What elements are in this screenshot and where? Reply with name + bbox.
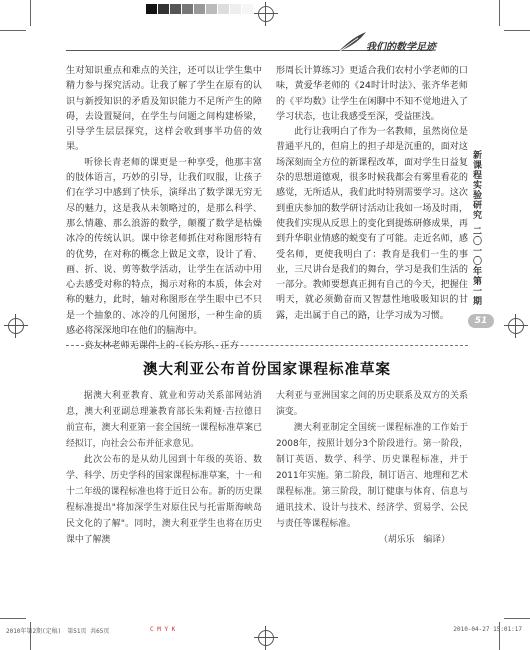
paragraph: 形周长计算练习》更适合我们农村小学老师的口味，黄爱华老师的《24时计时法》、张齐华老师的《平均数》让学生在闲聊中不知不觉地进入了学习状态，也让我感受至深，受益匪浅。 — [276, 66, 468, 122]
section-divider — [66, 345, 468, 346]
paragraph: 澳大利亚制定全国统一课程标准的工作始于2008年，按照计划分3个阶段进行。第一阶段，制订英语、数学、科学、历史课程标准，并于2011年实施。第二阶段，制订语言、地理和艺术课程标准。第三阶段，制订健康与体育、信息与通讯技术、设计与技术、经济学、贸易学、公民与责任等课程标准。 — [276, 423, 468, 529]
journal-sidebar — [470, 150, 492, 328]
crop-mark — [504, 618, 530, 619]
print-slug-left: 2010年第2期(定稿) 第51页 共65页 — [6, 628, 110, 635]
journal-name: 新课程实验研究 — [471, 150, 481, 220]
registration-mark-icon — [258, 630, 274, 646]
paragraph: 生对知识重点和难点的关注，还可以让学生集中精力参与探究活动。让我了解了学生在原有的认识与新授知识的矛盾及知识能力不足所产生的障碍，去设置疑问，在学生与问题之间构建桥梁，引导学生层层探究，这样会收到事半功倍的效果。 — [66, 66, 262, 153]
print-timestamp: 2010-04-27 15:01:17 — [453, 626, 522, 633]
paragraph: 据澳大利亚教育、就业和劳动关系部网站消息，澳大利亚副总理兼教育部长朱莉娅·吉拉德日前宣布，澳大利亚第一套全国统一课程标准草案已经拟订，向社会公布并征求意见。 — [66, 391, 262, 449]
article-title: 澳大利亚公布首份国家课程标准草案 — [143, 362, 391, 378]
paragraph: 听徐长青老师的课更是一种享受，他那丰富的肢体语言，巧妙的引导，让我们叹服，让孩子们在学习中感到了快乐，演绎出了数学课无穷无尽的魅力，这是我从未领略过的，是那么科学、那么情趣、那么浪游的数学，颠覆了数学是枯燥冰冷的传统认识。课中徐老师抓住对称图形特有的优势，在对称的概念上做足文章，设计了看、画、折、说、剪等数学活动，让学生在活动中用心去感受对称的特点，揭示对称的本质，体会对称的魅力，此时，轴对称图形在学生眼中已不只是一个抽象的、冰冷的几何图形，一种生命的质感必将深深地印在他们的脑海中。 — [66, 157, 262, 337]
page-number-badge: 51 — [468, 314, 494, 328]
cmyk-label: C M Y K — [150, 626, 176, 633]
paragraph: 大利亚与亚洲国家之间的历史联系及双方的关系演变。 — [276, 391, 468, 417]
registration-mark-icon — [508, 318, 524, 334]
quill-pen-icon — [338, 30, 368, 52]
running-header — [66, 36, 472, 56]
article-right-column — [276, 388, 468, 548]
color-calibration-bar — [146, 4, 253, 14]
crop-mark — [30, 0, 31, 26]
registration-mark-icon — [8, 318, 24, 334]
upper-left-column — [66, 64, 262, 355]
crop-mark — [504, 30, 530, 31]
crop-mark — [0, 30, 26, 31]
paragraph: 贲友林老师无课件上的《长方形、正方 — [84, 341, 239, 352]
section-title: 我们的数学足迹 — [366, 42, 436, 53]
crop-mark — [0, 618, 26, 619]
upper-right-column — [276, 64, 468, 324]
issue-label: 二〇一〇年第一期 — [471, 226, 481, 306]
article-left-column — [66, 388, 262, 548]
crop-mark — [499, 0, 500, 26]
paragraph: 此次公布的是从幼儿园到十年级的英语、数学、科学、历史学科的国家课程标准草案，十一和十二年级的课程标准也将于近日公布。新的历史课程标准提出"将加深学生对原住民与托雷斯海峡岛民文化的了解"。同时，澳大利亚学生也将在历史课中了解澳 — [66, 455, 262, 545]
registration-mark-icon — [258, 6, 274, 22]
byline: （胡乐乐 编译） — [379, 535, 450, 545]
paragraph: 此行让我明白了作为一名教师，虽然岗位是普通平凡的，但肩上的担子却是沉重的，面对这场深刻而全方位的新课程改革，面对学生日益复杂的思想道德观，很多时候我都会有雾里看花的感觉，无所适从，我们此时特别需要学习。这次到重庆参加的数学研讨活动让我如一场及时雨，使我们实现从反思上的变化到提炼研修成果，再到升华职业情感的蜕变有了可能。走近名师，感受名师，更使我明白了：教育是我们一生的事业，三尺讲台是我们的舞台，学习是我们生活的一部分。教师要想真正拥有自己的今天，把握住明天，就必须勤奋而又智慧性地吸吸知识的甘露，走出属于自己的路，让学习成为习惯。 — [276, 127, 468, 321]
